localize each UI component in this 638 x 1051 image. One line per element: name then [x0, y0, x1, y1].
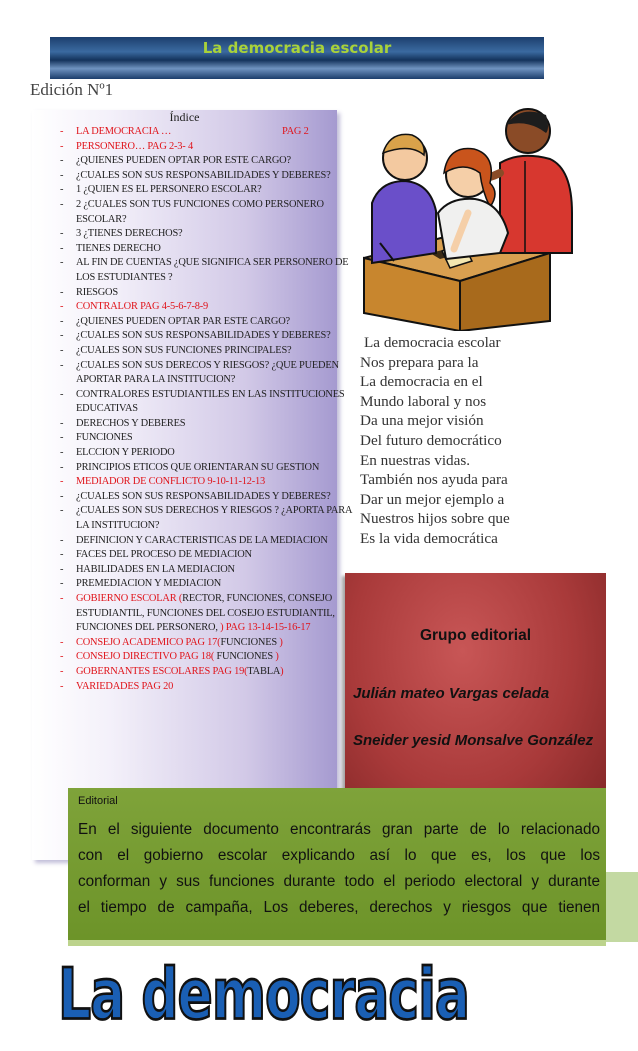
index-list — [58, 125, 354, 694]
democracy-line: La democracia escolar — [364, 334, 501, 351]
index-item-text: CONSEJO DIRECTIVO PAG 18( — [76, 651, 215, 663]
index-item — [58, 636, 354, 651]
index-item-text: LA DEMOCRACIA … — [76, 126, 172, 137]
index-item — [58, 388, 354, 417]
index-item — [58, 227, 354, 242]
editorial-member: Sneider yesid Monsalve González — [353, 732, 594, 749]
index-item-text: AL FIN DE CUENTAS ¿QUE SIGNIFICA SER PERSONERO DE LOS ESTUDIANTES ? — [76, 257, 349, 283]
index-item-text: TIENES DERECHO — [76, 242, 161, 254]
index-item-page: ) — [279, 636, 283, 648]
index-item — [58, 359, 354, 388]
democracy-line: Mundo laboral y nos — [360, 392, 487, 410]
democracy-description — [360, 333, 610, 549]
index-item-page: PAG 2 — [282, 126, 309, 137]
index-item-text: 2 ¿CUALES SON TUS FUNCIONES COMO PERSONERO ESCOLAR? — [76, 198, 324, 225]
index-item-detail: FUNCIONES — [220, 636, 280, 648]
index-item — [58, 125, 354, 140]
index-item — [58, 592, 354, 636]
index-item-text: PRINCIPIOS ETICOS QUE ORIENTARAN SU GESTION — [76, 461, 320, 473]
index-item — [58, 242, 354, 257]
index-item-text: CONSEJO ACADEMICO PAG 17( — [76, 636, 221, 648]
index-item-text: ¿CUALES SON SUS RESPONSABILIDADES Y DEBERES? — [76, 330, 331, 342]
index-item-text: 3 ¿TIENES DERECHOS? — [76, 228, 183, 240]
index-item-page: ) — [275, 651, 279, 663]
index-item — [58, 490, 354, 505]
democracy-line: Dar un mejor ejemplo a — [360, 490, 505, 508]
index-title: Índice — [169, 110, 200, 124]
index-item-text: 1 ¿QUIEN ES EL PERSONERO ESCOLAR? — [76, 184, 262, 196]
index-item-text: ¿CUALES SON SUS DERECOS Y RIESGOS? ¿QUE PUEDEN APORTAR PARA LA INSTITUCION? — [76, 359, 339, 386]
index-item-text: HABILIDADES EN LA MEDIACION — [76, 563, 235, 575]
democracy-line: Nuestros hijos sobre que — [360, 510, 510, 528]
index-item-page: ) PAG 13-14-15-16-17 — [220, 622, 311, 634]
editorial-line: el tiempo de campaña, Los deberes, derechos y riesgos que tienen — [78, 899, 600, 916]
editorial-line: En el siguiente documento encontrarás gran parte de lo relacionado — [78, 821, 600, 838]
index-item — [58, 475, 354, 490]
index-item — [58, 665, 354, 680]
index-item-text: PERSONERO… PAG 2-3- 4 — [76, 140, 193, 152]
index-item-text: ¿CUALES SON SUS FUNCIONES PRINCIPALES? — [76, 344, 292, 356]
index-item — [58, 154, 354, 169]
editorial-label: Editorial — [78, 795, 118, 807]
index-item-text: ¿CUALES SON SUS RESPONSABILIDADES Y DEBERES? — [76, 169, 331, 181]
index-item — [58, 446, 354, 461]
democracy-line: En nuestras vidas. — [360, 451, 471, 469]
index-item-text: CONTRALORES ESTUDIANTILES EN LAS INSTITUCIONES EDUCATIVAS — [76, 388, 345, 415]
democracy-line: También nos ayuda para — [360, 471, 508, 489]
index-item-text: ELCCION Y PERIODO — [76, 447, 175, 459]
editorial-text — [78, 817, 600, 921]
index-item-text: CONTRALOR PAG 4-5-6-7-8-9 — [76, 301, 209, 313]
index-item-text: RIESGOS — [76, 286, 118, 298]
index-item — [58, 344, 354, 359]
editorial-member: Julián mateo Vargas celada — [353, 685, 550, 702]
index-item — [58, 315, 354, 330]
editorial-box — [68, 788, 606, 946]
voting-children-illustration — [350, 103, 580, 331]
index-item — [58, 169, 354, 184]
big-title: La democracia — [58, 955, 470, 1036]
index-item-text: DERECHOS Y DEBERES — [76, 417, 186, 429]
index-item — [58, 183, 354, 198]
index-item — [58, 563, 354, 578]
index-item-detail: RECTOR, FUNCIONES, CONSEJO ESTUDIANTIL, FUNCIONES DEL COSEJO ESTUDIANTIL, FUNCIONES DEL PERSONERO, — [76, 593, 335, 634]
index-item-text: DEFINICION Y CARACTERISTICAS DE LA MEDIACION — [76, 534, 328, 546]
democracy-line: Da una mejor visión — [360, 412, 484, 430]
index-item — [58, 534, 354, 549]
editorial-line: con el gobierno escolar explicando así lo que es, los que los — [78, 847, 600, 864]
index-item — [58, 650, 354, 665]
edition-number: Edición Nº1 — [30, 80, 114, 99]
index-item — [58, 577, 354, 592]
index-item — [58, 461, 354, 476]
index-item-page: ) — [280, 665, 284, 677]
democracy-line: Del futuro democrático — [360, 431, 502, 449]
index-item-text: FUNCIONES — [76, 432, 133, 444]
header-banner — [50, 37, 544, 79]
index-item-text: GOBERNANTES ESCOLARES PAG 19( — [76, 665, 248, 677]
index-item — [58, 300, 354, 315]
editorial-group-title: Grupo editorial — [419, 627, 532, 644]
democracy-line: Nos prepara para la — [360, 353, 479, 371]
democracy-line: La democracia en el — [360, 373, 483, 391]
index-item-text: ¿CUALES SON SUS RESPONSABILIDADES Y DEBERES? — [76, 490, 331, 502]
banner-title: La democracia escolar — [202, 39, 392, 57]
index-item-text: ¿QUIENES PUEDEN OPTAR PAR ESTE CARGO? — [76, 315, 290, 327]
index-item — [58, 286, 354, 301]
index-item-detail: TABLA — [247, 665, 281, 677]
index-item-text: VARIEDADES PAG 20 — [76, 680, 174, 692]
index-item-text: GOBIERNO ESCOLAR ( — [76, 593, 183, 604]
index-item — [58, 417, 354, 432]
index-item-text: ¿QUIENES PUEDEN OPTAR POR ESTE CARGO? — [76, 155, 291, 167]
index-item-text: PREMEDIACION Y MEDIACION — [76, 578, 222, 590]
index-item-text: MEDIADOR DE CONFLICTO 9-10-11-12-13 — [76, 476, 265, 488]
decorative-green-strip — [606, 872, 638, 942]
index-item — [58, 680, 354, 695]
index-item-detail: FUNCIONES — [214, 651, 276, 663]
democracy-line: Es la vida democrática — [360, 529, 498, 547]
index-item — [58, 504, 354, 533]
index-item-text: ¿CUALES SON SUS DERECHOS Y RIESGOS ? ¿APORTA PARA LA INSTITUCION? — [76, 505, 352, 532]
index-item — [58, 548, 354, 563]
index-item — [58, 198, 354, 227]
index-item — [58, 140, 354, 155]
index-item-text: FACES DEL PROCESO DE MEDIACION — [76, 549, 252, 561]
index-item — [58, 329, 354, 344]
editorial-line: conforman y sus funciones durante todo el periodo electoral y durante — [78, 873, 600, 890]
index-item — [58, 256, 354, 285]
index-item — [58, 431, 354, 446]
